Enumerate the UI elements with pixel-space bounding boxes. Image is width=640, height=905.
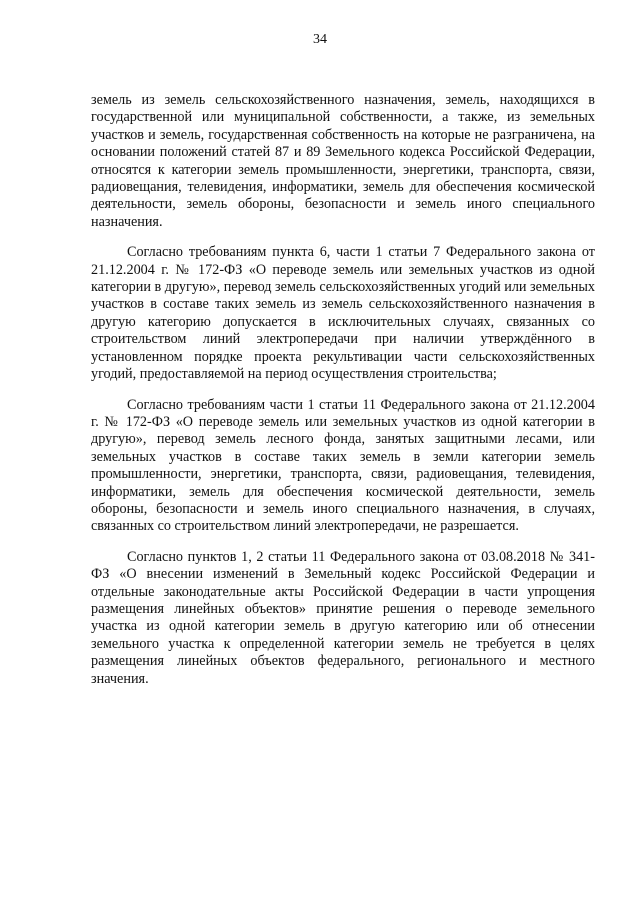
paragraph-article-11-forest: Согласно требованиям части 1 статьи 11 Федерального закона от 21.12.2004 г. № 172-ФЗ «О переводе земель или земельных участков из одной категории в другую», перевод земель лесного фонда, занятых защитными лесами, или земельных участков в составе таких земель в земли категории земель промышленности, энергетики, транспорта, связи, радиовещания, телевидения, информатики, земель для обеспечения космической деятельности, земель обороны, безопасности и земель иного специального назначения, в случаях, связанных со строительством линий электропередачи, не разрешается. bbox=[91, 396, 595, 535]
page-number: 34 bbox=[313, 32, 327, 47]
paragraph-continuation: земель из земель сельскохозяйственного назначения, земель, находящихся в государственной или муниципальной собственности, а также, из земельных участков и земель, государственная собственность на которые не разграничена, на основании положений статей 87 и 89 Земельного кодекса Российской Федерации, относятся к категории земель промышленности, энергетики, транспорта, связи, радиовещания, телевидения, информатики, земель для обеспечения космической деятельности, земель обороны, безопасности и земель иного специального назначения. bbox=[91, 92, 595, 230]
document-body bbox=[91, 92, 595, 701]
paragraph-article-7: Согласно требованиям пункта 6, части 1 статьи 7 Федерального закона от 21.12.2004 г. № 172-ФЗ «О переводе земель или земельных участков из одной категории в другую», перевод земель сельскохозяйственных угодий или земельных участков в составе таких земель из земель сельскохозяйственного назначения в другую категорию допускается в исключительных случаях, связанных со строительством линий электропередачи при наличии утверждённого в установленном порядке проекта рекультивации части сельскохозяйственных угодий, предоставляемой на период осуществления строительства; bbox=[91, 244, 595, 383]
paragraph-article-11-linear-objects: Согласно пунктов 1, 2 статьи 11 Федерального закона от 03.08.2018 № 341-ФЗ «О внесении изменений в Земельный кодекс Российской Федерации и отдельные законодательные акты Российской Федерации в части упрощения размещения линейных объектов» принятие решения о переводе земельного участка из одной категории земель в другую категорию или об отнесении земельного участка к определенной категории земель не требуется в целях размещения линейных объектов федерального, регионального и местного значения. bbox=[91, 548, 595, 687]
